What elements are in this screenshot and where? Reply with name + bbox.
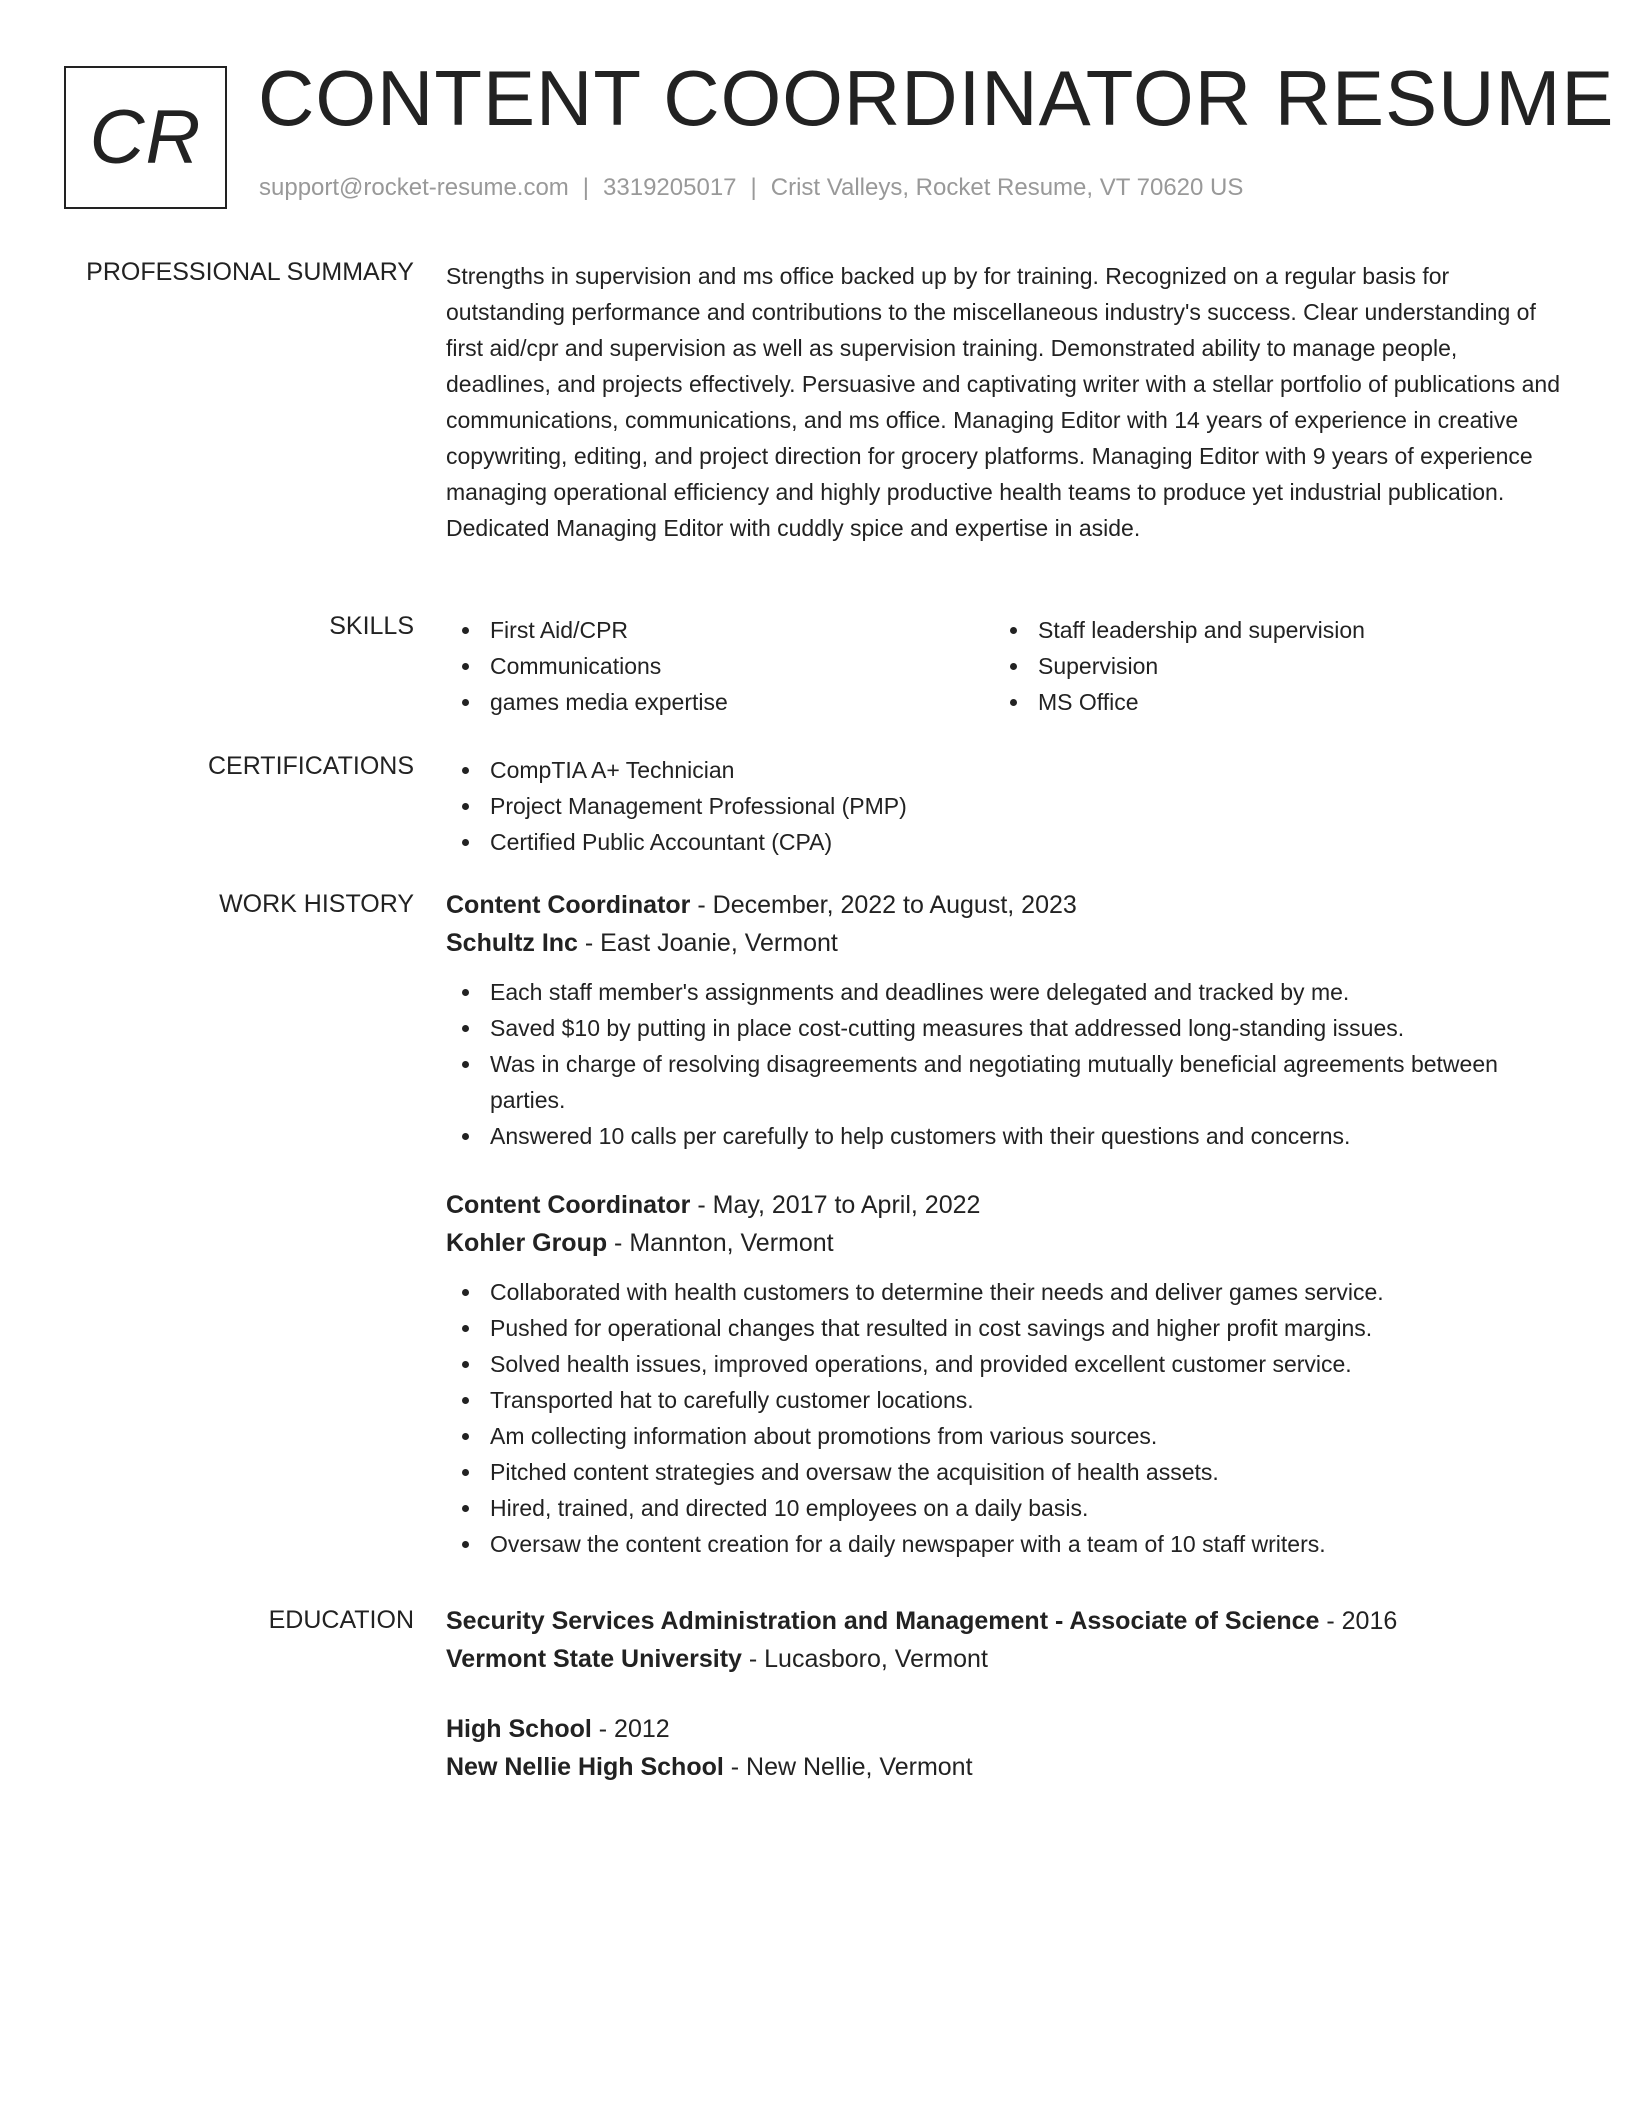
certification-item: CompTIA A+ Technician [446,752,1561,788]
certifications-heading: CERTIFICATIONS [207,752,414,780]
education-degree: High School [446,1715,592,1743]
certification-item: Certified Public Accountant (CPA) [446,824,1561,860]
job-bullet: Am collecting information about promotions from various sources. [446,1418,1561,1454]
education-degree: Security Services Administration and Management - Associate of Science [446,1607,1320,1635]
education-school: Vermont State University [446,1645,742,1673]
education-heading: EDUCATION [268,1606,414,1634]
skill-item: Supervision [994,648,1542,684]
certification-item: Project Management Professional (PMP) [446,788,1561,824]
skill-item: Staff leadership and supervision [994,612,1542,648]
skills-list [446,612,1561,720]
education-entry [446,1602,1561,1678]
job-location: - East Joanie, Vermont [577,929,838,957]
education-degree-line [446,1602,1561,1640]
skills-column-right [994,612,1542,720]
job-bullets [446,974,1561,1154]
contact-email[interactable]: support@rocket-resume.com [259,174,569,201]
education-degree-line [446,1710,1561,1748]
job-entry [446,1186,1561,1562]
education-year: - 2016 [1319,1607,1398,1635]
monogram-initials: CR [89,95,202,180]
contact-address: Crist Valleys, Rocket Resume, VT 70620 US [770,174,1244,201]
education-entry [446,1710,1561,1786]
certifications-list [446,752,1561,860]
skill-item: Communications [446,648,994,684]
skill-item: First Aid/CPR [446,612,994,648]
contact-separator: | [750,174,757,201]
education-location: - New Nellie, Vermont [723,1753,973,1781]
job-bullet: Saved $10 by putting in place cost-cutting measures that addressed long-standing issues. [446,1010,1561,1046]
summary-text: Strengths in supervision and ms office backed up by for training. Recognized on a regular basis for outstanding performance and contributions to the miscellaneous industry's success. Clear understanding of first aid/cpr and supervision as well as supervision training. Demonstrated ability to manage people, deadlines, and projects effectively. Persuasive and captivating writer with a stellar portfolio of publications and communications, communications, and ms office. Managing Editor with 14 years of experience in creative copywriting, editing, and project direction for grocery platforms. Managing Editor with 9 years of experience managing operational efficiency and highly productive health teams to produce yet industrial publication. Dedicated Managing Editor with cuddly spice and expertise in aside. [446,263,1560,541]
work-history-heading: WORK HISTORY [219,890,414,918]
job-title-line [446,1186,1561,1224]
education-year: - 2012 [591,1715,670,1743]
job-entry [446,886,1561,1154]
certifications-body [446,752,1561,860]
job-title: Content Coordinator [446,1191,691,1219]
job-bullet: Transported hat to carefully customer locations. [446,1382,1561,1418]
job-bullet: Answered 10 calls per carefully to help customers with their questions and concerns. [446,1118,1561,1154]
job-company-line [446,924,1561,962]
job-bullet: Pitched content strategies and oversaw the acquisition of health assets. [446,1454,1561,1490]
job-bullet: Collaborated with health customers to determine their needs and deliver games service. [446,1274,1561,1310]
skill-item: games media expertise [446,684,994,720]
skills-column-left [446,612,994,720]
job-bullet: Was in charge of resolving disagreements and negotiating mutually beneficial agreements between parties. [446,1046,1561,1118]
job-location: - Mannton, Vermont [607,1229,834,1257]
education-location: - Lucasboro, Vermont [741,1645,988,1673]
job-dates: - May, 2017 to April, 2022 [690,1191,981,1219]
skills-heading: SKILLS [329,612,414,640]
education-body [446,1602,1561,1786]
education-school: New Nellie High School [446,1753,724,1781]
job-bullets [446,1274,1561,1562]
job-company-line [446,1224,1561,1262]
job-bullet: Solved health issues, improved operations, and provided excellent customer service. [446,1346,1561,1382]
job-company: Schultz Inc [446,929,578,957]
contact-separator: | [582,174,590,201]
job-bullet: Hired, trained, and directed 10 employees on a daily basis. [446,1490,1561,1526]
job-bullet: Each staff member's assignments and deadlines were delegated and tracked by me. [446,974,1561,1010]
education-school-line [446,1640,1561,1678]
job-dates: - December, 2022 to August, 2023 [690,891,1077,919]
skill-item: MS Office [994,684,1542,720]
job-bullet: Pushed for operational changes that resulted in cost savings and higher profit margins. [446,1310,1561,1346]
work-history-body [446,886,1561,1562]
contact-line [259,174,1243,202]
job-bullet: Oversaw the content creation for a daily newspaper with a team of 10 staff writers. [446,1526,1561,1562]
education-school-line [446,1748,1561,1786]
job-title: Content Coordinator [446,891,691,919]
contact-phone[interactable]: 3319205017 [603,174,737,201]
page-title: CONTENT COORDINATOR RESUME [258,54,1615,142]
job-company: Kohler Group [446,1229,608,1257]
monogram-box [64,66,227,209]
summary-heading: PROFESSIONAL SUMMARY [86,258,414,286]
job-title-line [446,886,1561,924]
